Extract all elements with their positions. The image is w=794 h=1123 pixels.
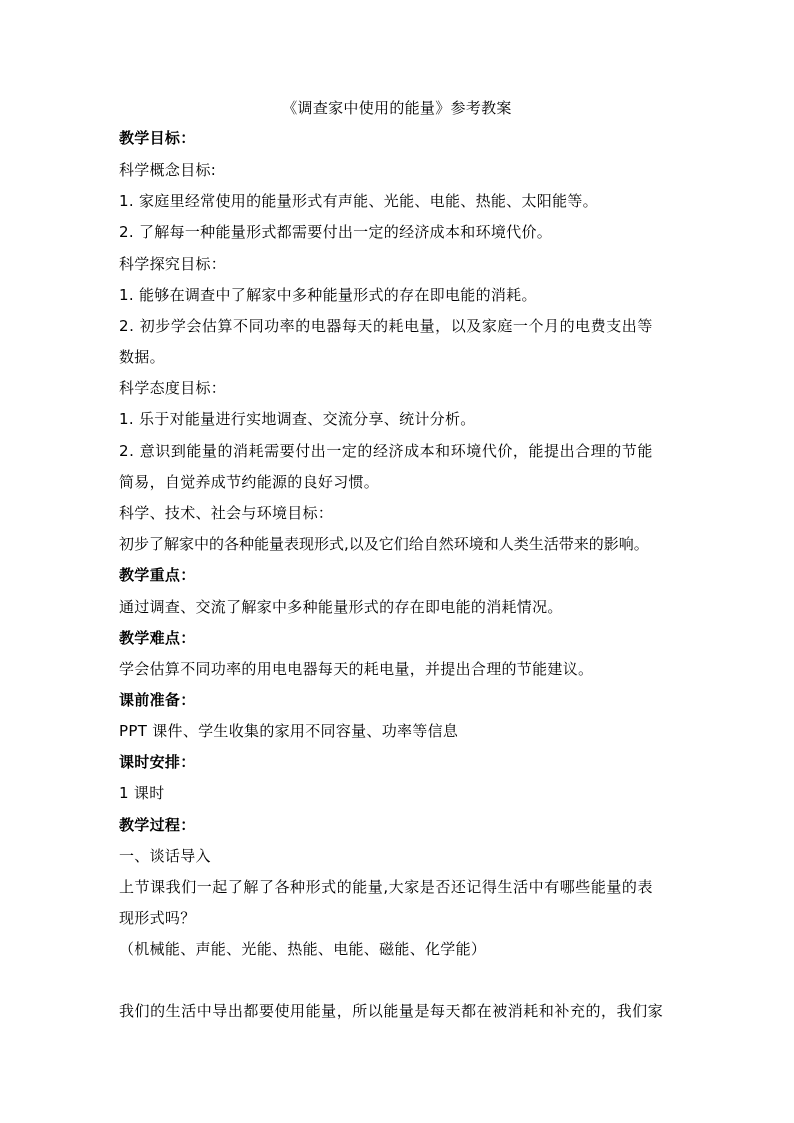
difficulties-heading: 教学难点： [119, 629, 196, 647]
science-attitude-item-continued: 简易，自觉养成节约能源的良好习惯。 [119, 473, 380, 491]
process-heading: 教学过程： [119, 816, 196, 834]
science-inquiry-item-continued: 数据。 [119, 348, 165, 366]
stse-heading: 科学、技术、社会与环境目标： [119, 504, 334, 522]
science-concept-item: 1. 家庭里经常使用的能量形式有声能、光能、电能、热能、太阳能等。 [119, 192, 598, 210]
science-concept-heading: 科学概念目标: [119, 161, 217, 179]
process-paragraph: 我们的生活中导出都要使用能量，所以能量是每天都在被消耗和补充的，我们家 [119, 1002, 664, 1020]
science-concept-item: 2. 了解每一种能量形式都需要付出一定的经济成本和环境代价。 [119, 223, 553, 241]
science-inquiry-item: 2. 初步学会估算不同功率的电器每天的耗电量，以及家庭一个月的电费支出等 [119, 317, 653, 335]
science-inquiry-heading: 科学探究目标： [119, 255, 227, 273]
process-paragraph-note: （机械能、声能、光能、热能、电能、磁能、化学能） [119, 940, 487, 958]
science-attitude-item: 1. 乐于对能量进行实地调查、交流分享、统计分析。 [119, 410, 476, 428]
document-title: 《调查家中使用的能量》参考教案 [282, 99, 512, 117]
science-attitude-item: 2. 意识到能量的消耗需要付出一定的经济成本和环境代价，能提出合理的节能 [119, 442, 653, 460]
key-points-text: 通过调查、交流了解家中多种能量形式的存在即电能的消耗情况。 [119, 598, 563, 616]
science-inquiry-item: 1. 能够在调查中了解家中多种能量形式的存在即电能的消耗。 [119, 286, 537, 304]
schedule-text: 1 课时 [119, 784, 165, 802]
science-attitude-heading: 科学态度目标： [119, 379, 227, 397]
schedule-heading: 课时安排： [119, 753, 196, 771]
teaching-goals-heading: 教学目标： [119, 129, 196, 147]
process-paragraph-continued: 现形式吗？ [119, 909, 196, 927]
key-points-heading: 教学重点： [119, 566, 196, 584]
difficulties-text: 学会估算不同功率的用电电器每天的耗电量，并提出合理的节能建议。 [119, 660, 594, 678]
preparation-text: PPT 课件、学生收集的家用不同容量、功率等信息 [119, 722, 459, 740]
process-paragraph: 上节课我们一起了解了各种形式的能量,大家是否还记得生活中有哪些能量的表 [119, 878, 654, 896]
preparation-heading: 课前准备： [119, 691, 196, 709]
stse-text: 初步了解家中的各种能量表现形式,以及它们给自然环境和人类生活带来的影响。 [119, 535, 649, 553]
process-section-title: 一、谈话导入 [119, 847, 211, 865]
